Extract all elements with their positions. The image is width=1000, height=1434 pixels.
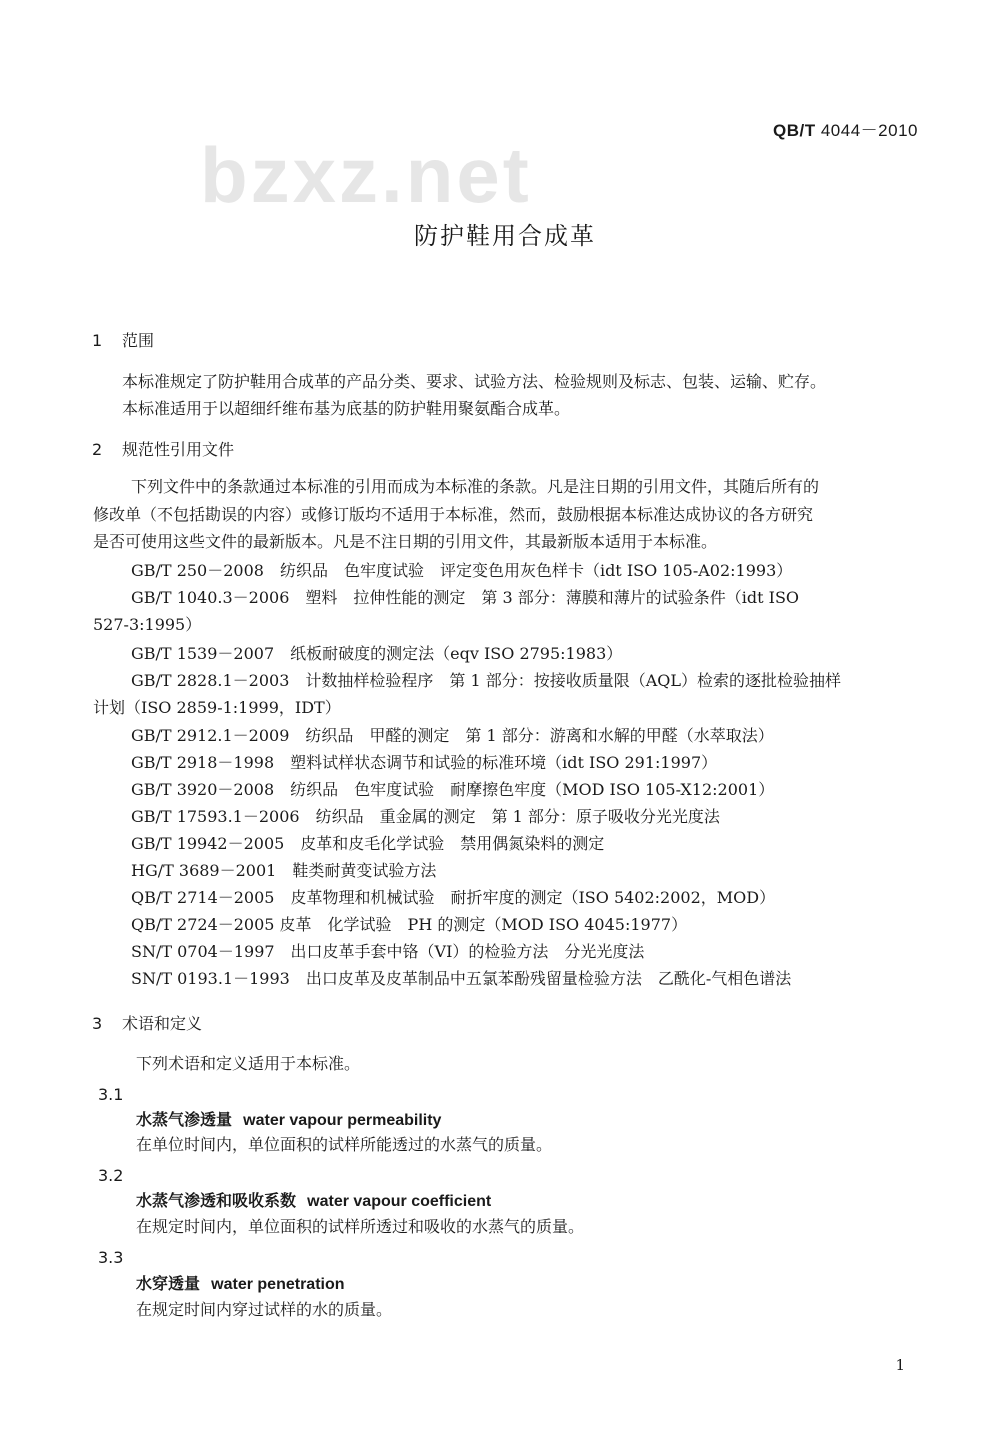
paragraph: 本标准适用于以超细纤维布基为底基的防护鞋用聚氨酯合成革。: [122, 399, 571, 418]
reference-item-continued: 527-3:1995）: [93, 615, 202, 634]
term-definition: 在单位时间内，单位面积的试样所能透过的水蒸气的质量。: [136, 1135, 553, 1154]
term-en: water penetration: [211, 1276, 345, 1293]
document-title: 防护鞋用合成革: [414, 222, 596, 250]
section-2-heading: [92, 440, 234, 460]
reference-item: GB/T 19942－2005 皮革和皮毛化学试验 禁用偶氮染料的测定: [131, 834, 605, 853]
page-number: 1: [895, 1356, 905, 1374]
section-title: 术语和定义: [122, 1014, 203, 1033]
reference-item: GB/T 3920－2008 纺织品 色牢度试验 耐摩擦色牢度（MOD ISO 105-X12:2001）: [131, 780, 775, 799]
term-en: water vapour permeability: [243, 1112, 442, 1129]
standard-code-prefix: QB/T: [773, 121, 816, 140]
term-zh: 水蒸气渗透量: [136, 1110, 233, 1129]
reference-item-continued: 计划（ISO 2859-1:1999，IDT）: [93, 698, 341, 717]
reference-item: GB/T 2828.1－2003 计数抽样检验程序 第 1 部分：按接收质量限（AQL）检索的逐批检验抽样: [131, 671, 842, 690]
section-number: 2: [92, 440, 103, 459]
term-zh: 水穿透量: [136, 1274, 201, 1293]
reference-item: GB/T 1539－2007 纸板耐破度的测定法（eqv ISO 2795:1983）: [131, 644, 623, 663]
paragraph: 下列术语和定义适用于本标准。: [136, 1054, 361, 1073]
clause-number: 3.3: [98, 1248, 124, 1267]
standard-code: [773, 116, 918, 141]
watermark: bzxz.net: [200, 131, 532, 219]
section-3-heading: [92, 1014, 202, 1034]
standard-code-number: 4044－2010: [815, 121, 918, 140]
section-number: 1: [92, 331, 103, 350]
reference-item: GB/T 1040.3－2006 塑料 拉伸性能的测定 第 3 部分：薄膜和薄片的试验条件（idt ISO: [131, 588, 800, 607]
paragraph: 下列文件中的条款通过本标准的引用而成为本标准的条款。凡是注日期的引用文件，其随后所有的: [131, 477, 820, 496]
paragraph: 本标准规定了防护鞋用合成革的产品分类、要求、试验方法、检验规则及标志、包装、运输、贮存。: [122, 372, 827, 391]
section-1-heading: [92, 331, 154, 351]
paragraph: 修改单（不包括勘误的内容）或修订版均不适用于本标准，然而，鼓励根据本标准达成协议的各方研究: [93, 505, 814, 524]
reference-item: GB/T 17593.1－2006 纺织品 重金属的测定 第 1 部分：原子吸收分光光度法: [131, 807, 720, 826]
clause-number: 3.2: [98, 1166, 124, 1185]
paragraph: 是否可使用这些文件的最新版本。凡是不注日期的引用文件，其最新版本适用于本标准。: [93, 532, 718, 551]
term-en: water vapour coefficient: [307, 1193, 492, 1210]
section-number: 3: [92, 1014, 103, 1033]
reference-item: HG/T 3689－2001 鞋类耐黄变试验方法: [131, 861, 437, 880]
term-definition: 在规定时间内穿过试样的水的质量。: [136, 1300, 393, 1319]
term-heading: [136, 1274, 345, 1295]
section-title: 规范性引用文件: [122, 440, 235, 459]
reference-item: GB/T 2912.1－2009 纺织品 甲醛的测定 第 1 部分：游离和水解的甲醛（水萃取法）: [131, 726, 774, 745]
term-zh: 水蒸气渗透和吸收系数: [136, 1191, 297, 1210]
reference-item: SN/T 0193.1－1993 出口皮革及皮革制品中五氯苯酚残留量检验方法 乙酰化-气相色谱法: [131, 969, 792, 988]
reference-item: SN/T 0704－1997 出口皮革手套中铬（VI）的检验方法 分光光度法: [131, 942, 645, 961]
section-title: 范围: [122, 331, 155, 350]
term-definition: 在规定时间内，单位面积的试样所透过和吸收的水蒸气的质量。: [136, 1217, 585, 1236]
term-heading: [136, 1191, 491, 1212]
term-heading: [136, 1110, 441, 1131]
clause-number: 3.1: [98, 1085, 124, 1104]
reference-item: GB/T 250－2008 纺织品 色牢度试验 评定变色用灰色样卡（idt ISO 105-A02:1993）: [131, 561, 793, 580]
reference-item: QB/T 2714－2005 皮革物理和机械试验 耐折牢度的测定（ISO 5402:2002，MOD）: [131, 888, 776, 907]
reference-item: GB/T 2918－1998 塑料试样状态调节和试验的标准环境（idt ISO 291:1997）: [131, 753, 718, 772]
reference-item: QB/T 2724－2005 皮革 化学试验 PH 的测定（MOD ISO 4045:1977）: [131, 915, 688, 934]
